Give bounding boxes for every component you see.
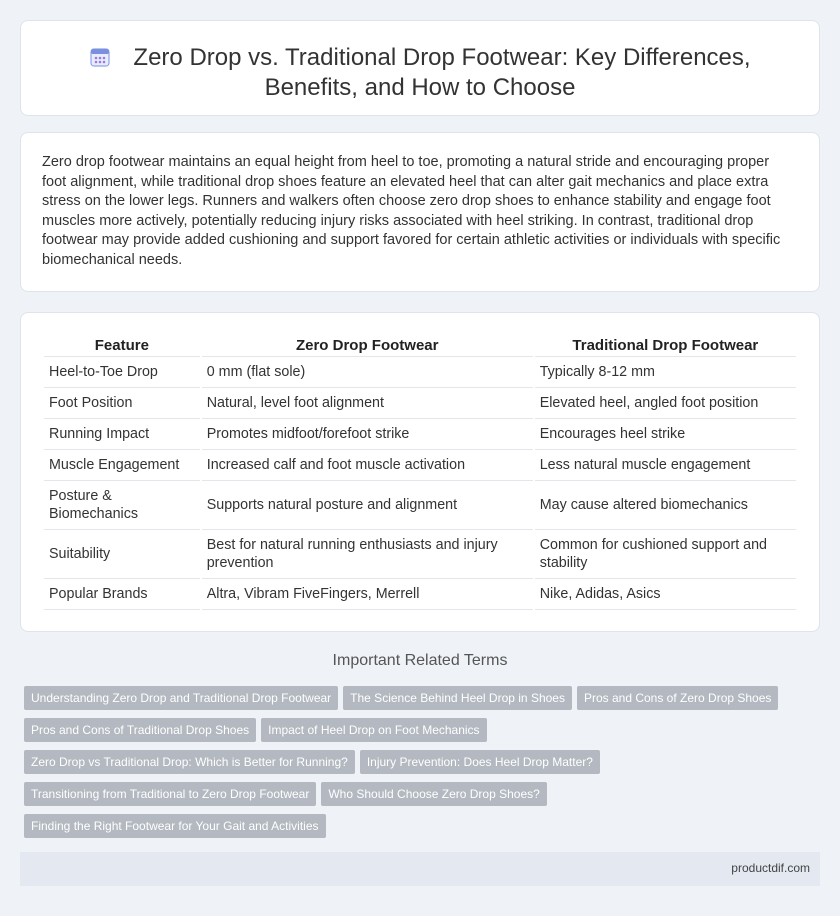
cell-zero-drop: Best for natural running enthusiasts and injury prevention [202,530,533,579]
tag-row [24,814,804,846]
cell-zero-drop: Increased calf and foot muscle activation [202,450,533,481]
comparison-table [42,335,798,610]
header-traditional-drop: Traditional Drop Footwear [535,335,796,357]
table-row [44,419,796,450]
related-term-tag[interactable]: Transitioning from Traditional to Zero Drop Footwear [24,782,316,806]
tag-row [24,750,804,782]
footer-site-link[interactable]: productdif.com [731,861,810,875]
cell-zero-drop: Altra, Vibram FiveFingers, Merrell [202,579,533,610]
table-header-row [44,335,796,357]
related-term-tag[interactable]: Zero Drop vs Traditional Drop: Which is Better for Running? [24,750,355,774]
related-term-tag[interactable]: Pros and Cons of Traditional Drop Shoes [24,718,256,742]
cell-feature: Muscle Engagement [44,450,200,481]
intro-paragraph: Zero drop footwear maintains an equal height from heel to toe, promoting a natural stride and encouraging proper foot alignment, while traditional drop shoes feature an elevated heel that can alter gait mechanics and place extra stress on the lower legs. Runners and walkers often choose zero drop shoes to enhance stability and engage foot muscles more actively, potentially reducing injury risks associated with heel striking. In contrast, traditional drop footwear may provide added cushioning and support favored for certain athletic activities or individuals with specific biomechanical needs. [42,154,781,268]
page-title-wrap [21,43,819,103]
page-title: Zero Drop vs. Traditional Drop Footwear: Key Differences, Benefits, and How to Choose [133,44,751,101]
cell-feature: Suitability [44,530,200,579]
related-term-tag[interactable]: Pros and Cons of Zero Drop Shoes [577,686,778,710]
cell-feature: Posture & Biomechanics [44,481,200,530]
cell-traditional-drop: Common for cushioned support and stability [535,530,796,579]
related-terms-list [24,686,804,846]
header-zero-drop: Zero Drop Footwear [202,335,533,357]
related-term-tag[interactable]: Understanding Zero Drop and Traditional Drop Footwear [24,686,338,710]
related-term-tag[interactable]: Impact of Heel Drop on Foot Mechanics [261,718,486,742]
tag-row [24,718,804,750]
table-row [44,357,796,388]
tag-row [24,686,804,718]
cell-traditional-drop: May cause altered biomechanics [535,481,796,530]
cell-feature: Foot Position [44,388,200,419]
cell-feature: Popular Brands [44,579,200,610]
related-term-tag[interactable]: Who Should Choose Zero Drop Shoes? [321,782,546,806]
cell-traditional-drop: Typically 8-12 mm [535,357,796,388]
cell-feature: Heel-to-Toe Drop [44,357,200,388]
related-term-tag[interactable]: The Science Behind Heel Drop in Shoes [343,686,572,710]
cell-zero-drop: Supports natural posture and alignment [202,481,533,530]
table-row [44,388,796,419]
related-term-tag[interactable]: Finding the Right Footwear for Your Gait and Activities [24,814,326,838]
cell-zero-drop: Promotes midfoot/forefoot strike [202,419,533,450]
cell-traditional-drop: Elevated heel, angled foot position [535,388,796,419]
cell-feature: Running Impact [44,419,200,450]
table-row [44,530,796,579]
related-term-tag[interactable]: Injury Prevention: Does Heel Drop Matter? [360,750,600,774]
table-row [44,450,796,481]
footer-bar [20,852,820,886]
cell-traditional-drop: Nike, Adidas, Asics [535,579,796,610]
tag-row [24,782,804,814]
table-row [44,579,796,610]
intro-card [20,132,820,292]
cell-traditional-drop: Less natural muscle engagement [535,450,796,481]
header-feature: Feature [44,335,200,357]
cell-zero-drop: Natural, level foot alignment [202,388,533,419]
table-row [44,481,796,530]
cell-traditional-drop: Encourages heel strike [535,419,796,450]
cell-zero-drop: 0 mm (flat sole) [202,357,533,388]
header-card [20,20,820,116]
related-terms-title: Important Related Terms [332,652,508,669]
calendar-icon [89,46,111,68]
comparison-table-card [20,312,820,632]
